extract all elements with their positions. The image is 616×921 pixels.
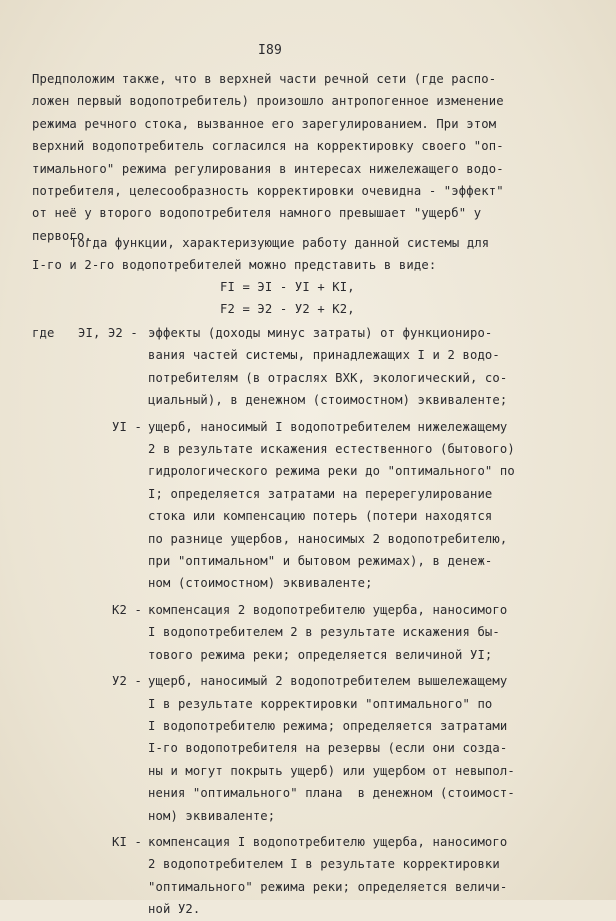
definition-text [148,831,592,921]
text-line: "оптимального" режима реки; определяется величи- [148,879,508,894]
definitions-list [32,322,592,921]
definition-term: ЭI, Э2 - [78,326,138,340]
paragraph-functions [32,232,562,277]
definition-u2 [32,670,592,827]
text-line: ном) эквиваленте; [148,808,276,823]
definition-term: У2 - [112,674,142,689]
where-word: где [32,326,55,340]
text-line: по разнице ущербов, наносимых 2 водопотребителю, [148,531,508,546]
definition-text [148,322,592,412]
formula-block [220,276,355,321]
text-line: ущерб, наносимый I водопотребителем нижележащему [148,419,508,434]
text-line: верхний водопотребитель согласился на корректировку своего "оп- [32,139,504,154]
definition-term: KI - [112,834,142,849]
text-line: циальный), в денежном (стоимостном) эквиваленте; [148,393,508,408]
text-line: Тогда функции, характеризующие работу данной системы для [70,236,490,250]
text-line: от неё у второго водопотребителя намного превышает "ущерб" у [32,206,482,221]
text-line: тимального" режима регулирования в интересах нижележащего водо- [32,161,504,176]
text-line: первого. [32,228,92,243]
text-line: вания частей системы, принадлежащих I и 2 водо- [148,348,500,363]
definition-u1 [32,416,592,595]
text-line: потребителям (в отраслях ВХК, экологический, со- [148,370,508,385]
text-line: ном (стоимостном) эквиваленте; [148,576,373,591]
text-line: 2 водопотребителем I в результате корректировки [148,857,500,872]
text-line: режима речного стока, вызванное его зарегулированием. При этом [32,116,497,131]
text-line: потребителя, целесообразность корректировки очевидна - "эффект" [32,184,504,199]
text-line: ной У2. [148,902,201,917]
definition-k2 [32,599,592,666]
definition-text [148,599,592,666]
definition-k1 [32,831,592,921]
formula-f1: FI = ЭI - УI + KI, [220,280,355,294]
definition-text [148,670,592,827]
paragraph-intro [32,68,562,247]
formula-f2: F2 = Э2 - У2 + K2, [220,302,355,317]
text-line: Предположим также, что в верхней части речной сети (где распо- [32,72,497,86]
text-line: I-го и 2-го водопотребителей можно представить в виде: [32,258,437,273]
text-line: при "оптимальном" и бытовом режимах), в денеж- [148,554,493,569]
definition-term: K2 - [112,602,142,617]
text-line: эффекты (доходы минус затраты) от функциониро- [148,326,493,340]
text-line: 2 в результате искажения естественного (бытового) [148,442,515,457]
text-line: ущерб, наносимый 2 водопотребителем вышележащему [148,674,508,689]
text-line: гидрологического режима реки до "оптимального" по [148,464,515,479]
text-line: ны и могут покрыть ущерб) или ущербом от невыпол- [148,763,515,778]
text-line: нения "оптимального" плана в денежном (стоимост- [148,786,515,801]
text-line: стока или компенсацию потерь (потери находятся [148,509,493,524]
text-line: компенсация 2 водопотребителю ущерба, наносимого [148,602,508,617]
definition-text [148,416,592,595]
text-line: тового режима реки; определяется величиной УI; [148,647,493,662]
text-line: I; определяется затратами на перерегулирование [148,486,493,501]
definition-term: УI - [112,419,142,434]
text-line: I водопотребителю режима; определяется затратами [148,718,508,733]
page-number: I89 [258,43,282,58]
text-line: компенсация I водопотребителю ущерба, наносимого [148,834,508,849]
text-line: I водопотребителем 2 в результате искажения бы- [148,625,500,640]
definition-e [32,322,592,412]
text-line: I-го водопотребителя на резервы (если они созда- [148,741,508,756]
text-line: ложен первый водопотребитель) произошло антропогенное изменение [32,94,504,109]
text-line: I в результате корректировки "оптимального" по [148,696,493,711]
